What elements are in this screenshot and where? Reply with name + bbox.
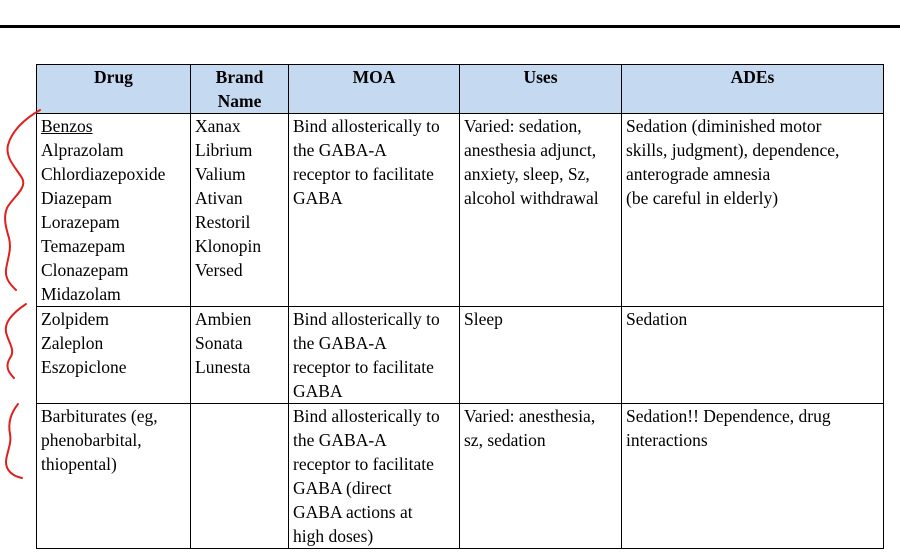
header-uses: Uses: [460, 65, 622, 114]
drug-table: [36, 64, 884, 549]
cell-text: Ambien: [195, 309, 252, 329]
cell-text: Xanax: [195, 116, 241, 136]
header-drug: Drug: [37, 65, 191, 114]
cell-text: Midazolam: [41, 284, 121, 304]
cell-text: Zolpidem: [41, 309, 110, 329]
cell-text: Varied: sedation,: [464, 116, 582, 136]
cell-text: GABA actions at: [293, 502, 413, 522]
cell-text: Bind allosterically to: [293, 406, 440, 426]
cell-text: receptor to facilitate: [293, 357, 434, 377]
cell-text: anxiety, sleep, Sz,: [464, 164, 590, 184]
cell-text: the GABA-A: [293, 140, 387, 160]
cell-text: Librium: [195, 140, 253, 160]
cell-text: the GABA-A: [293, 430, 387, 450]
cell-text: Clonazepam: [41, 260, 129, 280]
cell-text: high doses): [293, 526, 374, 546]
cell-text: Diazepam: [41, 188, 112, 208]
cell-text: (be careful in elderly): [626, 188, 779, 208]
cell-text: Ativan: [195, 188, 243, 208]
brand-cell: [191, 404, 289, 549]
cell-text: Eszopiclone: [41, 357, 127, 377]
header-brand-name: Brand Name: [191, 65, 289, 114]
cell-text: Klonopin: [195, 236, 262, 256]
uses-cell: [460, 404, 622, 549]
cell-text: phenobarbital,: [41, 430, 142, 450]
brand-cell: [191, 114, 289, 307]
uses-cell: [460, 307, 622, 404]
cell-text: Alprazolam: [41, 140, 124, 160]
drug-cell: [37, 404, 191, 549]
cell-text: Lorazepam: [41, 212, 120, 232]
moa-cell: [289, 404, 460, 549]
drug-cell: [37, 114, 191, 307]
ades-cell: [622, 114, 884, 307]
cell-text: interactions: [626, 430, 708, 450]
moa-cell: [289, 114, 460, 307]
table-row: [37, 114, 884, 307]
cell-text: Temazepam: [41, 236, 126, 256]
table-row: [37, 307, 884, 404]
header-moa: MOA: [289, 65, 460, 114]
cell-text: sz, sedation: [464, 430, 546, 450]
cell-text: Zaleplon: [41, 333, 104, 353]
cell-text: anesthesia adjunct,: [464, 140, 597, 160]
cell-text: Sedation (diminished motor: [626, 116, 822, 136]
cell-text: the GABA-A: [293, 333, 387, 353]
cell-text: Sleep: [464, 309, 503, 329]
table-row: [37, 404, 884, 549]
brand-cell: [191, 307, 289, 404]
ades-cell: [622, 404, 884, 549]
ades-cell: [622, 307, 884, 404]
cell-text: GABA: [293, 381, 343, 401]
cell-text: Valium: [195, 164, 246, 184]
cell-text: Benzos: [41, 116, 93, 136]
cell-text: Barbiturates (eg,: [41, 406, 158, 426]
cell-text: Versed: [195, 260, 243, 280]
cell-text: GABA: [293, 188, 343, 208]
cell-text: Chlordiazepoxide: [41, 164, 166, 184]
bracket-barbiturates: [6, 404, 22, 478]
cell-text: GABA (direct: [293, 478, 392, 498]
table-header-row: [37, 65, 884, 114]
cell-text: receptor to facilitate: [293, 454, 434, 474]
bracket-z-drugs: [6, 304, 26, 378]
cell-text: alcohol withdrawal: [464, 188, 599, 208]
cell-text: Sedation: [626, 309, 688, 329]
drug-cell: [37, 307, 191, 404]
bracket-benzos: [5, 110, 40, 290]
cell-text: Sedation!! Dependence, drug: [626, 406, 831, 426]
cell-text: Sonata: [195, 333, 243, 353]
cell-text: anterograde amnesia: [626, 164, 771, 184]
cell-text: skills, judgment), dependence,: [626, 140, 840, 160]
moa-cell: [289, 307, 460, 404]
header-ades: ADEs: [622, 65, 884, 114]
cell-text: Bind allosterically to: [293, 309, 440, 329]
top-divider-line: [0, 25, 900, 28]
cell-text: Bind allosterically to: [293, 116, 440, 136]
cell-text: thiopental): [41, 454, 117, 474]
cell-text: receptor to facilitate: [293, 164, 434, 184]
cell-text: Lunesta: [195, 357, 251, 377]
cell-text: Restoril: [195, 212, 251, 232]
uses-cell: [460, 114, 622, 307]
cell-text: Varied: anesthesia,: [464, 406, 596, 426]
